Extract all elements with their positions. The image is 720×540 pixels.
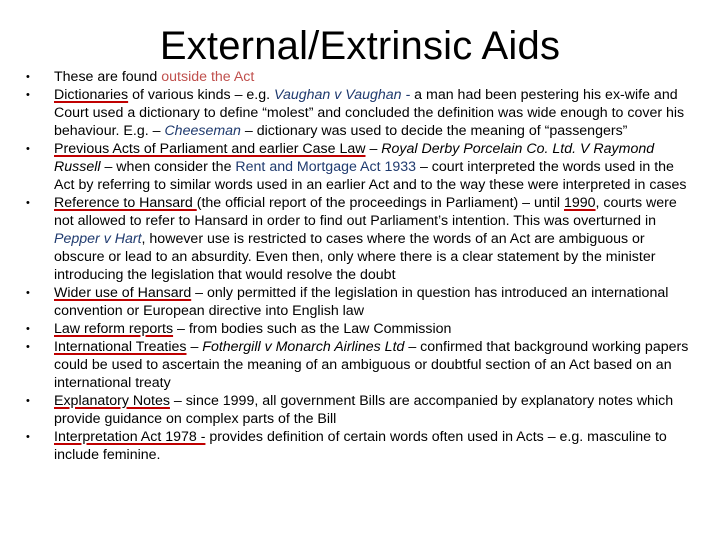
bullet-previous-acts	[26, 140, 694, 194]
bullet-hansard	[26, 194, 694, 284]
bullet-explanatory-notes	[26, 392, 694, 428]
bullet-wider-hansard	[26, 284, 694, 320]
bullet-outside-act	[26, 68, 694, 86]
bullet-text: These are found	[54, 69, 162, 85]
bullet-text: provides definition of certain words often used in Acts – e.g. masculine to include feminine.	[54, 429, 667, 463]
bullet-text: –	[186, 339, 203, 355]
bullet-text: , courts were not allowed to refer to Hansard in order to find out Parliament’s intention. This was overturned in	[54, 195, 677, 229]
act-rent-mortgage: Rent and Mortgage Act 1933	[235, 159, 417, 175]
year-1990: 1990	[563, 195, 596, 211]
hansard-term: Reference to Hansard	[54, 195, 197, 211]
case-vaughan: Vaughan v Vaughan -	[274, 87, 411, 103]
bullet-text: – dictionary was used to decide the meaning of “passengers”	[240, 123, 628, 139]
law-reform-term: Law reform reports	[54, 321, 174, 337]
bullet-text: a man had been pestering his ex-wife and Court used a dictionary to define “molest” and concluded the definition was wide enough to cover his behaviour. E.g. –	[54, 87, 685, 139]
interpretation-act-term: Interpretation Act 1978 -	[54, 429, 206, 445]
page-title: External/Extrinsic Aids	[159, 24, 561, 68]
bullet-text: – only permitted if the legislation in question has introduced an international convention or European directive into English law	[54, 285, 669, 319]
case-pepper-hart: Pepper v Hart	[54, 231, 142, 247]
case-royal-derby: Royal Derby Porcelain Co. Ltd. V Raymond Russell	[54, 141, 655, 175]
bullet-dictionaries	[26, 86, 694, 140]
bullet-text: –	[365, 141, 382, 157]
bullet-treaties	[26, 338, 694, 392]
bullet-text: – confirmed that background working papers could be used to ascertain the meaning of an ambiguous or doubtful section of an Act based on an international treaty	[54, 339, 689, 391]
bullet-text: , however use is restricted to cases where the words of an Act are ambiguous or obscure or lead to an absurdity. Even then, only where there is a clear statement by the minister introducing the legislation that would resolve the doubt	[54, 231, 656, 283]
explanatory-notes-term: Explanatory Notes	[54, 393, 170, 409]
highlight-outside-act: outside the Act	[161, 69, 255, 85]
bullet-list	[26, 68, 694, 464]
dictionaries-term: Dictionaries	[54, 87, 129, 103]
bullet-text: of various kinds – e.g.	[128, 87, 275, 103]
bullet-text: – when consider the	[100, 159, 236, 175]
previous-acts-term: Previous Acts of Parliament and earlier Case Law	[54, 141, 366, 157]
bullet-text: – since 1999, all government Bills are accompanied by explanatory notes which provide guidance on complex parts of the Bill	[54, 393, 674, 427]
bullet-text: – court interpreted the words used in the Act by referring to similar words used in an earlier Act and to the way these were interpreted in cases	[54, 159, 687, 193]
case-fothergill: Fothergill v Monarch Airlines Ltd	[202, 339, 405, 355]
bullet-law-reform	[26, 320, 694, 338]
treaties-term: International Treaties	[54, 339, 187, 355]
bullet-interpretation-act	[26, 428, 694, 464]
wider-hansard-term: Wider use of Hansard	[54, 285, 192, 301]
case-cheeseman: Cheeseman	[164, 123, 241, 139]
bullet-text: – from bodies such as the Law Commission	[173, 321, 452, 337]
bullet-text: (the official report of the proceedings in Parliament) – until	[196, 195, 564, 211]
